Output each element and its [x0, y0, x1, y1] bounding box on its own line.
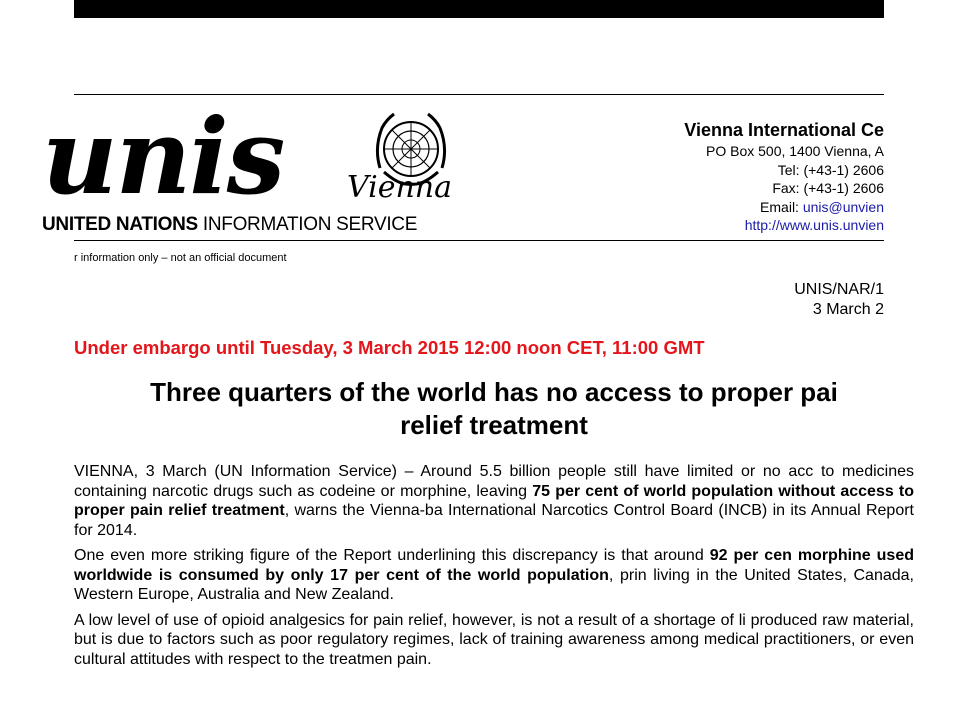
press-release-document [42, 94, 915, 720]
paragraph-3 [74, 611, 914, 670]
logo-wordmark: unis [42, 95, 284, 218]
header-bottom-rule [74, 240, 884, 241]
headline [74, 376, 914, 442]
address-fax: Fax: (+43-1) 2606 [772, 180, 884, 196]
address-block [684, 118, 884, 235]
org-name-bold: UNITED NATIONS [42, 214, 198, 235]
org-name-rest: INFORMATION SERVICE [197, 214, 418, 235]
embargo-notice: Under embargo until Tuesday, 3 March 2015 12:00 noon CET, 11:00 GMT [74, 337, 705, 358]
email-link[interactable]: unis@unvien [802, 198, 884, 215]
unis-vienna-logo [42, 95, 542, 242]
doc-date: 3 March 2 [812, 301, 884, 318]
doc-number: UNIS/NAR/1 [794, 281, 884, 298]
top-black-bar [74, 0, 884, 18]
disclaimer: r information only – not an official document [74, 252, 287, 264]
address-po-box: PO Box 500, 1400 Vienna, A [706, 143, 884, 159]
logo-city-name: Vienna [347, 170, 453, 205]
paragraph-text: A low level of use of opioid analgesics for pain relief, however, is not a result of a shortage of li produced raw material, but is due to factors such as poor regulatory regimes, lack of training awareness among medical practitioners, or even cultural attitudes with respect to the treatmen pain. [74, 611, 914, 668]
headline-line-1: Three quarters of the world has no access to proper pai [150, 377, 838, 407]
address-tel: Tel: (+43-1) 2606 [777, 161, 884, 178]
address-email-line [684, 198, 884, 217]
website-link[interactable]: http://www.unis.unvien [744, 217, 884, 233]
paragraph-bold-text: 75 per cent of world population without access to proper pain relief treatment [74, 482, 914, 519]
paragraph-text: , prin living in the United States, Canada, Western Europe, Australia and New Zealand. [74, 566, 914, 603]
paragraph-2 [74, 546, 914, 605]
article-body [74, 462, 914, 675]
email-label: Email: [760, 198, 803, 215]
paragraph-text: One even more striking figure of the Report underlining this discrepancy is that around [74, 547, 710, 564]
paragraph-text: VIENNA, 3 March (UN Information Service) – Around 5.5 billion people still have limited or no acc to medicines containing narcotic drugs such as codeine or morphine, leaving [74, 463, 914, 500]
paragraph-1 [74, 462, 914, 540]
paragraph-text: , warns the Vienna-ba International Narcotics Control Board (INCB) in its Annual Report for 2014. [74, 502, 914, 539]
address-title: Vienna International Ce [684, 120, 884, 140]
headline-line-2: relief treatment [400, 410, 588, 440]
document-reference [794, 280, 884, 320]
paragraph-bold-text: 92 per cen morphine used worldwide is consumed by only 17 per cent of the world population [74, 547, 915, 584]
org-name [42, 214, 417, 236]
